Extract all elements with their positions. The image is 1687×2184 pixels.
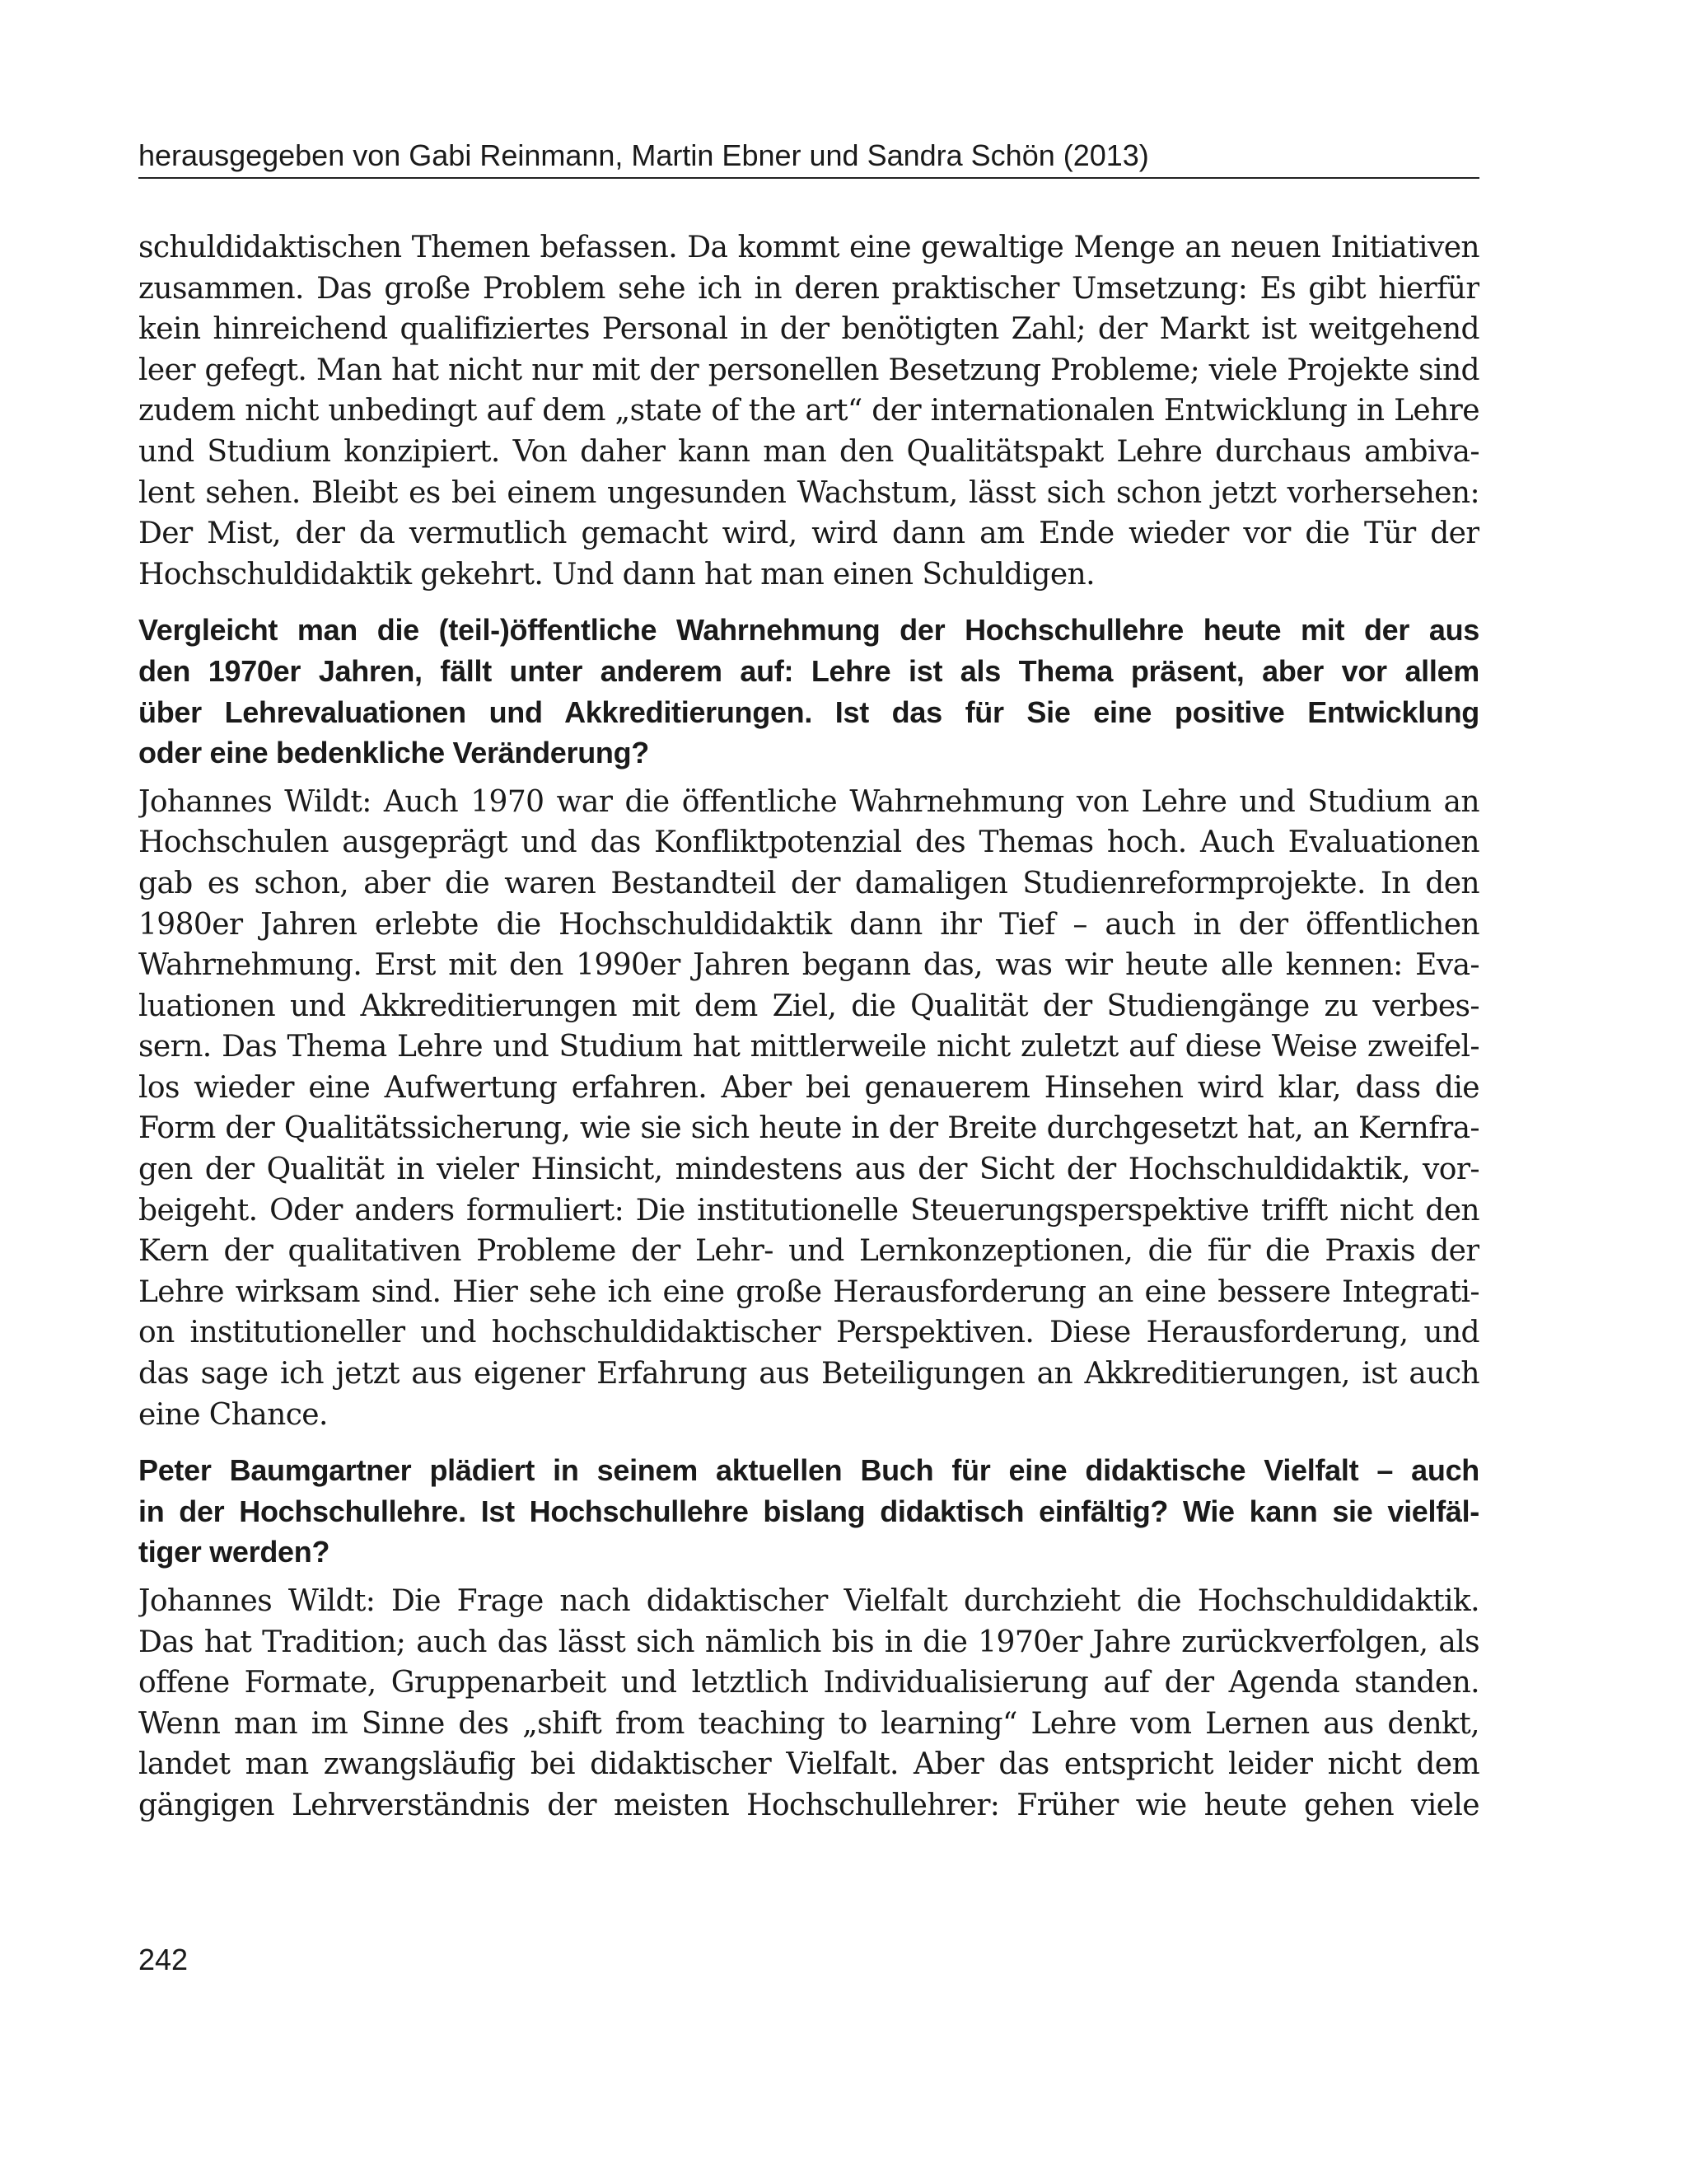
- text-line: Hochschulen ausgeprägt und das Konfliktpotenzial des Themas hoch. Auch Evaluationen: [138, 825, 1479, 860]
- text-line: Der Mist, der da vermutlich gemacht wird, wird dann am Ende wieder vor die Tür der: [138, 517, 1479, 551]
- text-line: lent sehen. Bleibt es bei einem ungesunden Wachstum, lässt sich schon jetzt vorhersehen:: [138, 475, 1479, 510]
- question-line: tiger werden?: [138, 1535, 330, 1569]
- body-text: [138, 227, 1479, 1826]
- document-page: [138, 0, 1479, 2184]
- text-line: gen der Qualität in vieler Hinsicht, mindestens aus der Sicht der Hochschuldidaktik, vor-: [138, 1153, 1479, 1187]
- text-line: Johannes Wildt: Die Frage nach didaktischer Vielfalt durchzieht die Hochschuldidaktik.: [138, 1584, 1479, 1618]
- text-line: Wahrnehmung. Erst mit den 1990er Jahren begann das, was wir heute alle kennen: Eva-: [138, 948, 1479, 983]
- text-line: 1980er Jahren erlebte die Hochschuldidaktik dann ihr Tief – auch in der öffentlichen: [138, 907, 1479, 942]
- text-line: Das hat Tradition; auch das lässt sich nämlich bis in die 1970er Jahre zurückverfolgen, als: [138, 1625, 1479, 1659]
- text-line: das sage ich jetzt aus eigener Erfahrung aus Beteiligungen an Akkreditierungen, ist auch: [138, 1357, 1479, 1391]
- text-line: zudem nicht unbedingt auf dem „state of the art“ der internationalen Entwicklung in Lehre: [138, 394, 1479, 428]
- text-line: Lehre wirksam sind. Hier sehe ich eine große Herausforderung an eine bessere Integrati-: [138, 1274, 1479, 1309]
- question-line: den 1970er Jahren, fällt unter anderem auf: Lehre ist als Thema präsent, aber vor allem: [138, 653, 1479, 688]
- text-line: zusammen. Das große Problem sehe ich in deren praktischer Umsetzung: Es gibt hierfür: [138, 271, 1479, 306]
- interview-answer-2: [138, 1581, 1479, 1826]
- text-line: offene Formate, Gruppenarbeit und letztlich Individualisierung auf der Agenda standen.: [138, 1666, 1479, 1700]
- text-line: beigeht. Oder anders formuliert: Die institutionelle Steuerungsperspektive trifft nicht den: [138, 1193, 1479, 1228]
- question-line: in der Hochschullehre. Ist Hochschullehre bislang didaktisch einfältig? Wie kann sie vielfäl-: [138, 1494, 1479, 1528]
- interview-answer-1: [138, 782, 1479, 1436]
- text-line: Hochschuldidaktik gekehrt. Und dann hat man einen Schuldigen.: [138, 557, 1095, 592]
- interview-question-1: [138, 610, 1479, 773]
- question-line: Vergleicht man die (teil-)öffentliche Wahrnehmung der Hochschullehre heute mit der aus: [138, 613, 1479, 648]
- text-line: Kern der qualitativen Probleme der Lehr- und Lernkonzeptionen, die für die Praxis der: [138, 1234, 1479, 1269]
- text-line: landet man zwangsläufig bei didaktischer Vielfalt. Aber das entspricht leider nicht dem: [138, 1747, 1479, 1782]
- text-line: und Studium konzipiert. Von daher kann man den Qualitätspakt Lehre durchaus ambiva-: [138, 434, 1479, 469]
- page-number: 242: [138, 1943, 189, 1976]
- text-line: gab es schon, aber die waren Bestandteil der damaligen Studienreformprojekte. In den: [138, 866, 1479, 900]
- question-line: oder eine bedenkliche Veränderung?: [138, 736, 649, 770]
- paragraph-continuation: [138, 227, 1479, 595]
- running-header: herausgegeben von Gabi Reinmann, Martin Ebner und Sandra Schön (2013): [138, 138, 1479, 179]
- text-line: los wieder eine Aufwertung erfahren. Aber bei genauerem Hinsehen wird klar, dass die: [138, 1070, 1479, 1105]
- text-line: Form der Qualitätssicherung, wie sie sich heute in der Breite durchgesetzt hat, an Kernfra-: [138, 1111, 1479, 1146]
- text-line: Johannes Wildt: Auch 1970 war die öffentliche Wahrnehmung von Lehre und Studium an: [138, 784, 1479, 819]
- text-line: on institutioneller und hochschuldidaktischer Perspektiven. Diese Herausforderung, und: [138, 1316, 1479, 1350]
- question-line: Peter Baumgartner plädiert in seinem aktuellen Buch für eine didaktische Vielfalt – auch: [138, 1453, 1479, 1488]
- interview-question-2: [138, 1450, 1479, 1573]
- text-line: gängigen Lehrverständnis der meisten Hochschullehrer: Früher wie heute gehen viele: [138, 1788, 1479, 1822]
- text-line: kein hinreichend qualifiziertes Personal in der benötigten Zahl; der Markt ist weitgehend: [138, 312, 1479, 347]
- text-line: leer gefegt. Man hat nicht nur mit der personellen Besetzung Probleme; viele Projekte sind: [138, 353, 1479, 387]
- text-line: sern. Das Thema Lehre und Studium hat mittlerweile nicht zuletzt auf diese Weise zweifel-: [138, 1030, 1479, 1064]
- text-line: schuldidaktischen Themen befassen. Da kommt eine gewaltige Menge an neuen Initiativen: [138, 231, 1479, 264]
- text-line: Wenn man im Sinne des „shift from teaching to learning“ Lehre vom Lernen aus denkt,: [138, 1706, 1479, 1741]
- text-line: eine Chance.: [138, 1397, 328, 1432]
- question-line: über Lehrevaluationen und Akkreditierungen. Ist das für Sie eine positive Entwicklung: [138, 694, 1479, 729]
- text-line: luationen und Akkreditierungen mit dem Ziel, die Qualität der Studiengänge zu verbes-: [138, 989, 1479, 1023]
